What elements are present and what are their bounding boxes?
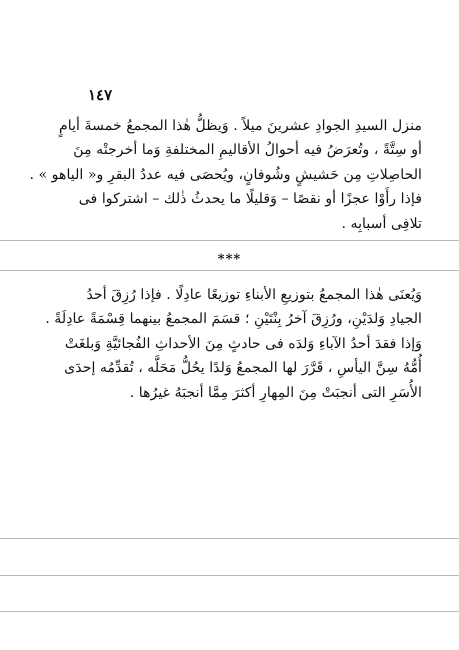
page-number: ١٤٧ bbox=[88, 86, 113, 104]
ruled-line bbox=[0, 611, 459, 612]
paragraph-1 bbox=[29, 114, 422, 236]
ruled-line bbox=[0, 575, 459, 576]
paragraph-line: الأُسَرِ التى أنجبَتْ مِنَ المِهارِ أكثرَ مِمَّا أنجبَهُ غيرُها . bbox=[129, 384, 422, 401]
paragraph-line: تلافِى أسبابِه . bbox=[341, 215, 422, 232]
paragraph-line: وَيُعنَى هٰذا المجمعُ بتوزيعِ الأبناءِ توزيعًا عادِلًا . فإذا رُزِقَ أحدُ bbox=[86, 287, 422, 303]
paragraph-line: الحاصِلاتِ مِن حَشيشٍ وشُوفانٍ، ويُحصَى فيه عددُ البقرِ و« الياهو » . bbox=[29, 166, 422, 183]
section-separator: *** bbox=[217, 252, 242, 267]
paragraph-2 bbox=[45, 283, 422, 405]
paragraph-line: أو سِتَّةً ، وتُعرَضُ فيه أحوالُ الأقاليمِ المختلفةِ وَما أخرجتْه مِنَ bbox=[73, 142, 422, 159]
ruled-line bbox=[0, 270, 459, 271]
paragraph-line: منزل السيدِ الجوادِ عشرينَ ميلاً . وَيظلُّ هٰذا المجمعُ خمسةَ أيامٍ bbox=[59, 118, 422, 134]
paragraph-line: فإذا رأَوْا عجزًا أو نقصًا – وَقليلًا ما يحدثُ ذٰلك – اشتركوا فى bbox=[78, 191, 422, 208]
paragraph-line: أُمُّهُ سِنَّ اليأسِ ، قَرَّرَ لها المجمعُ وَلدًا يحُلُّ مَحَلَّه ، تُقدِّمُه إحدَى bbox=[64, 360, 422, 377]
ruled-line bbox=[0, 538, 459, 539]
ruled-line bbox=[0, 240, 459, 241]
paragraph-line: الجيادِ وَلدَيْنِ، ورُزِقَ آخرُ بِنْتَيْنِ ؛ قسَمَ المجمعُ بينهما قِسْمَةً عادِلَةً . bbox=[45, 311, 422, 328]
paragraph-line: وَإذا فقدَ أحدُ الآباءِ وَلدَه فى حادثٍ مِنَ الأحداثِ الفُجائيَّةِ وَبلغَتْ bbox=[64, 335, 422, 352]
